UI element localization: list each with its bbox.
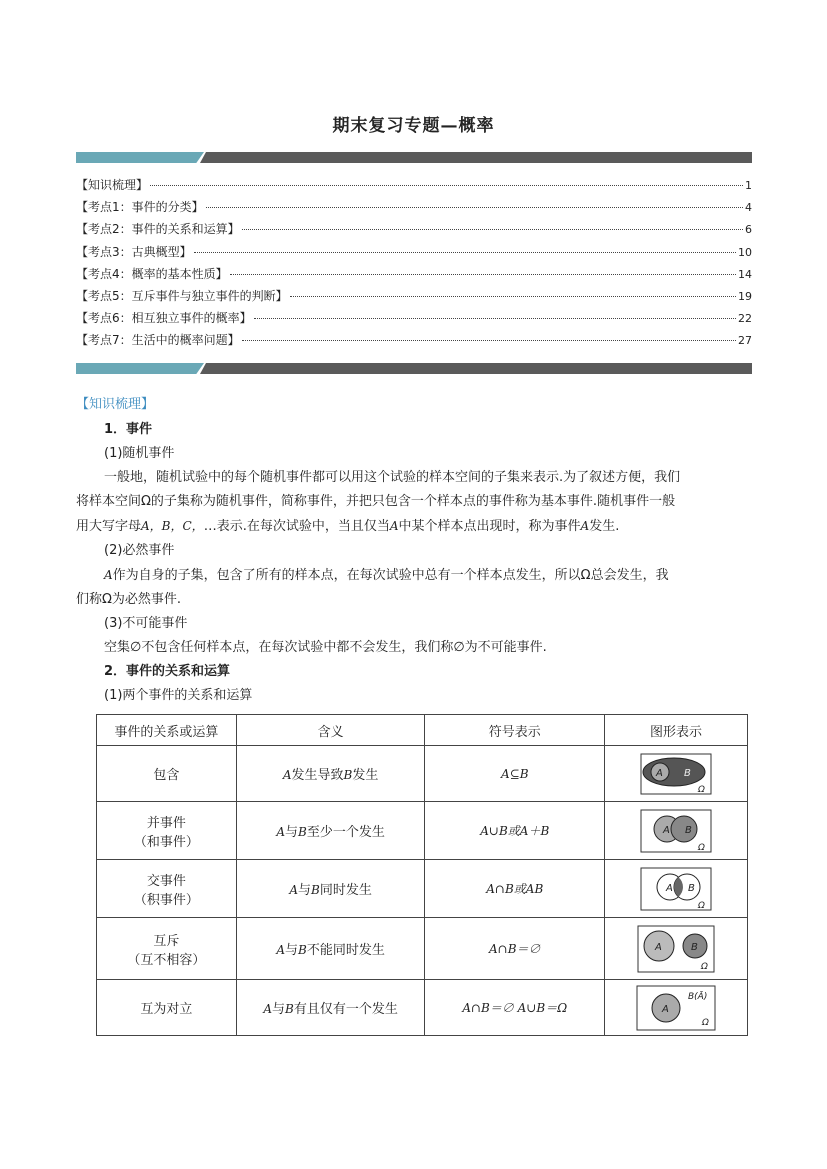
relation-figure [605,746,748,802]
header-band [76,152,752,163]
para-random-2: 将样本空间Ω的子集称为随机事件，简称事件，并把只包含一个样本点的事件称为基本事件.随机事件一般 [76,494,676,509]
heading-relations: 2．事件的关系和运算 [104,664,231,679]
relation-meaning: A与B不能同时发生 [236,918,425,980]
relation-name: 交事件 （积事件） [97,860,237,918]
relations-table [96,714,748,1036]
table-header: 含义 [236,715,425,746]
toc-label: 【知识梳理】 [76,178,149,192]
svg-text:A: A [662,1003,669,1015]
toc-label: 【考点6：相互独立事件的概率】 [76,311,252,326]
relation-figure [605,918,748,980]
toc-page: 10 [738,245,752,259]
relation-figure [605,980,748,1036]
table-row [97,980,748,1036]
toc-label: 【考点4：概率的基本性质】 [76,266,228,281]
svg-text:Ω: Ω [702,1017,709,1028]
heading-events: 1．事件 [104,422,153,437]
subheading-impossible: (3)不可能事件 [104,616,188,631]
venn-complement-diagram [636,985,716,1031]
relation-symbol: A∩B＝∅ A∪B＝Ω [425,980,605,1036]
section-heading: 【知识梳理】 [76,397,155,412]
relation-meaning: A与B同时发生 [236,860,425,918]
venn-disjoint-diagram [637,925,715,973]
svg-text:Ω: Ω [698,900,705,911]
toc-label: 【考点3：古典概型】 [76,244,192,259]
relation-name: 互斥 （互不相容） [97,918,237,980]
svg-text:A: A [656,767,663,779]
toc-label: 【考点7：生活中的概率问题】 [76,333,240,348]
svg-text:B(Ā): B(Ā) [688,991,708,1002]
svg-text:Ω: Ω [701,961,708,972]
section-band [76,363,752,374]
table-of-contents [76,176,752,354]
para-random-1: 一般地，随机试验中的每个随机事件都可以用这个试验的样本空间的子集来表示.为了叙述方便，我们 [104,470,681,485]
relation-meaning: A发生导致B发生 [236,746,425,802]
table-header: 图形表示 [605,715,748,746]
venn-intersect-diagram [640,867,712,911]
toc-entry[interactable] [76,309,752,331]
relation-meaning: A与B至少一个发生 [236,802,425,860]
toc-page: 19 [738,289,752,303]
relation-symbol: A∪B或A＋B [425,802,605,860]
table-row [97,860,748,918]
toc-entry[interactable] [76,176,752,198]
para-random-3: 用大写字母A，B，C，…表示.在每次试验中，当且仅当A中某个样本点出现时，称为事件A发生. [76,519,620,534]
relation-symbol: A∩B或AB [425,860,605,918]
svg-text:A: A [663,824,670,836]
toc-page: 4 [745,201,752,215]
svg-text:Ω: Ω [698,784,705,795]
relation-name: 并事件 （和事件） [97,802,237,860]
para-certain-1: A作为自身的子集，包含了所有的样本点，在每次试验中总有一个样本点发生，所以Ω总会发生，我 [104,568,669,583]
toc-entry[interactable] [76,287,752,309]
table-header: 事件的关系或运算 [97,715,237,746]
svg-text:B: B [685,824,692,836]
svg-text:Ω: Ω [698,842,705,853]
relation-name: 包含 [97,746,237,802]
para-certain-2: 们称Ω为必然事件. [76,592,182,607]
toc-page: 6 [745,223,752,237]
subheading-two-events: (1)两个事件的关系和运算 [104,688,253,703]
table-header: 符号表示 [425,715,605,746]
page-title: 期末复习专题—概率 [332,116,495,136]
toc-label: 【考点2：事件的关系和运算】 [76,222,240,237]
relation-symbol: A⊆B [425,746,605,802]
svg-text:A: A [666,882,673,894]
table-row [97,918,748,980]
para-impossible: 空集∅不包含任何样本点，在每次试验中都不会发生，我们称∅为不可能事件. [104,640,547,655]
toc-entry[interactable] [76,265,752,287]
table-row [97,746,748,802]
svg-text:B: B [691,941,698,953]
toc-page: 1 [745,179,752,192]
table-row [97,802,748,860]
relation-symbol: A∩B＝∅ [425,918,605,980]
relation-figure [605,802,748,860]
relation-name: 互为对立 [97,980,237,1036]
toc-label: 【考点5：互斥事件与独立事件的判断】 [76,288,288,303]
toc-page: 22 [738,312,752,326]
toc-entry[interactable] [76,331,752,353]
toc-page: 14 [738,267,752,281]
svg-text:B: B [688,882,695,894]
subheading-certain: (2)必然事件 [104,543,175,558]
toc-entry[interactable] [76,220,752,242]
table-header-row [97,715,748,746]
venn-contain-diagram [640,753,712,795]
subheading-random: (1)随机事件 [104,446,175,461]
relation-meaning: A与B有且仅有一个发生 [236,980,425,1036]
svg-text:A: A [655,941,662,953]
relation-figure [605,860,748,918]
toc-label: 【考点1：事件的分类】 [76,200,204,215]
toc-entry[interactable] [76,198,752,220]
svg-text:B: B [684,767,691,779]
venn-union-diagram [640,809,712,853]
toc-entry[interactable] [76,243,752,265]
section-body [76,418,752,708]
toc-page: 27 [738,334,752,348]
